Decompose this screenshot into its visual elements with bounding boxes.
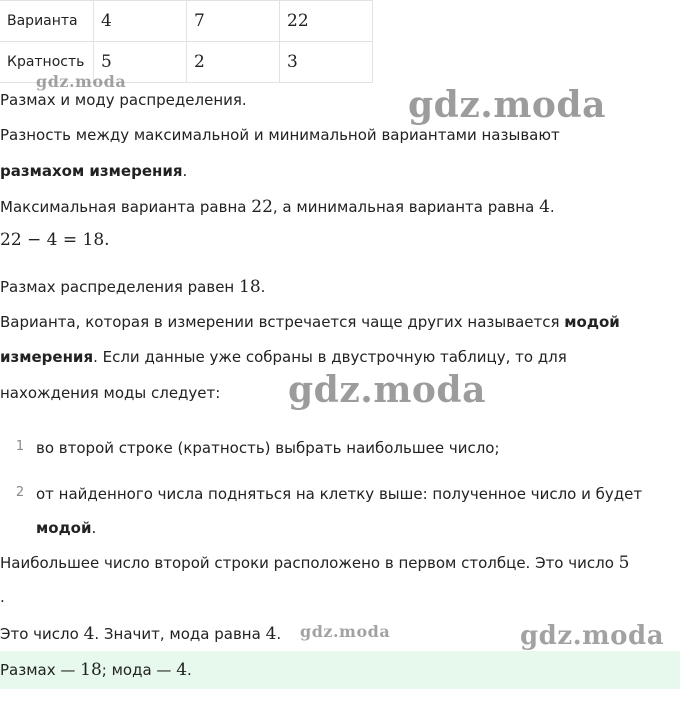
math: 4 bbox=[176, 660, 188, 680]
term-mode: измерения bbox=[0, 348, 94, 366]
math: 18 bbox=[239, 277, 261, 297]
table-row bbox=[0, 1, 373, 42]
equation: 22 − 4 = 18. bbox=[0, 230, 110, 250]
list-number: 1 bbox=[15, 439, 25, 454]
answer-text: Размах — 18; мода — 4. bbox=[0, 660, 192, 680]
math: 4 bbox=[265, 624, 277, 644]
paragraph: Наибольшее число второй строки расположено в первом столбце. Это число 5 bbox=[0, 553, 630, 573]
paragraph: Размах распределения равен 18. bbox=[0, 277, 266, 297]
table-cell: 22 bbox=[280, 1, 373, 42]
list-text: от найденного числа подняться на клетку выше: полученное число и будет bbox=[36, 485, 643, 503]
row-header: Варианта bbox=[0, 1, 94, 42]
term-mode: модой bbox=[36, 519, 92, 537]
table-cell: 7 bbox=[187, 1, 280, 42]
paragraph: Варианта, которая в измерении встречается чаще других называется модой bbox=[0, 313, 620, 331]
list-number: 2 bbox=[15, 485, 25, 500]
table-cell: 5 bbox=[94, 42, 187, 83]
math: 5 bbox=[618, 553, 630, 573]
answer-box bbox=[0, 651, 680, 689]
paragraph: Размах и моду распределения. bbox=[0, 91, 247, 109]
paragraph: измерения. Если данные уже собраны в двустрочную таблицу, то для bbox=[0, 348, 567, 366]
paragraph-end: . bbox=[0, 588, 5, 606]
list-text: во второй строке (кратность) выбрать наибольшее число; bbox=[36, 439, 500, 457]
math: 22 bbox=[251, 197, 273, 217]
frequency-table bbox=[0, 0, 373, 83]
math: 4 bbox=[539, 197, 550, 217]
row-header: Кратность bbox=[0, 42, 94, 83]
table-cell: 2 bbox=[187, 42, 280, 83]
term-mode: модой bbox=[564, 313, 620, 331]
table-cell: 4 bbox=[94, 1, 187, 42]
math: 4 bbox=[83, 624, 95, 644]
paragraph: Это число 4. Значит, мода равна 4. bbox=[0, 624, 282, 644]
watermark: gdz.moda bbox=[300, 622, 391, 641]
watermark: gdz.moda bbox=[288, 369, 486, 411]
paragraph: Максимальная варианта равна 22, а минимальная варианта равна 4. bbox=[0, 197, 555, 217]
paragraph: Разность между максимальной и минимальной вариантами называют bbox=[0, 126, 560, 144]
watermark: gdz.moda bbox=[36, 72, 127, 91]
watermark: gdz.moda bbox=[520, 621, 665, 651]
paragraph: размахом измерения. bbox=[0, 162, 188, 180]
term-range: размахом измерения bbox=[0, 162, 183, 180]
paragraph: нахождения моды следует: bbox=[0, 384, 221, 402]
math: 18 bbox=[80, 660, 102, 680]
watermark: gdz.moda bbox=[408, 84, 606, 126]
table-cell: 3 bbox=[280, 42, 373, 83]
